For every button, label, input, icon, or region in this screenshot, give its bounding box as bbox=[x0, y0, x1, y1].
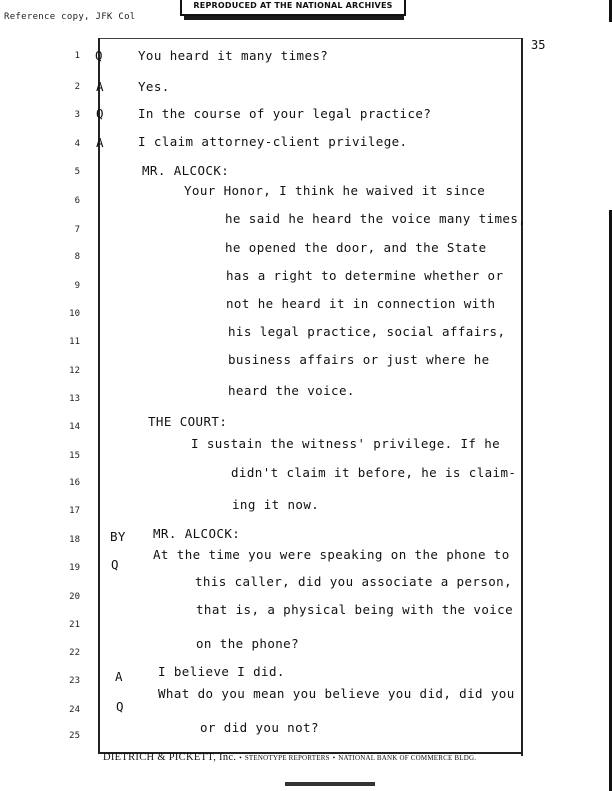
transcript-line: I sustain the witness' privilege. If he bbox=[191, 436, 501, 451]
line-number: 23 bbox=[69, 676, 80, 686]
speaker-tag: A bbox=[96, 79, 104, 94]
archive-stamp: REPRODUCED AT THE NATIONAL ARCHIVES bbox=[180, 0, 406, 16]
speaker-tag: BY bbox=[110, 529, 126, 544]
line-number: 14 bbox=[69, 422, 80, 432]
transcript-line: not he heard it in connection with bbox=[226, 296, 496, 311]
page-frame-right bbox=[521, 38, 523, 756]
line-number: 10 bbox=[69, 309, 80, 319]
reporter-footer bbox=[103, 752, 533, 763]
transcript-line: I claim attorney-client privilege. bbox=[138, 134, 408, 149]
transcript-line: that is, a physical being with the voice bbox=[196, 602, 514, 617]
line-number: 4 bbox=[74, 139, 80, 149]
line-number: 5 bbox=[74, 167, 80, 177]
transcript-line: You heard it many times? bbox=[138, 48, 329, 63]
line-number: 13 bbox=[69, 394, 80, 404]
transcript-line: What do you mean you believe you did, did you bbox=[158, 686, 515, 701]
line-number: 18 bbox=[69, 535, 80, 545]
page-number: 35 bbox=[531, 38, 546, 52]
line-number: 17 bbox=[69, 506, 80, 516]
line-number: 9 bbox=[74, 281, 80, 291]
reporter-address: NATIONAL BANK OF COMMERCE BLDG. bbox=[338, 754, 477, 762]
scan-artifact-bottom bbox=[285, 782, 375, 786]
speaker-tag: Q bbox=[95, 48, 103, 63]
transcript-line: didn't claim it before, he is claim- bbox=[231, 465, 517, 480]
transcript-line: Yes. bbox=[138, 79, 170, 94]
line-number: 24 bbox=[69, 705, 80, 715]
line-number: 1 bbox=[74, 51, 80, 61]
transcript-line: At the time you were speaking on the phone to bbox=[153, 547, 510, 562]
line-number: 2 bbox=[74, 82, 80, 92]
page-frame-top bbox=[98, 38, 523, 39]
transcript-line: business affairs or just where he bbox=[228, 352, 490, 367]
transcript-line: Your Honor, I think he waived it since bbox=[184, 183, 486, 198]
line-number: 6 bbox=[74, 196, 80, 206]
line-number: 15 bbox=[69, 451, 80, 461]
transcript-line: In the course of your legal practice? bbox=[138, 106, 432, 121]
transcript-line: he said he heard the voice many times, bbox=[225, 211, 527, 226]
speaker-tag: Q bbox=[96, 106, 104, 121]
footer-separator: • bbox=[332, 754, 336, 762]
line-number: 11 bbox=[69, 337, 80, 347]
transcript-line: has a right to determine whether or bbox=[226, 268, 504, 283]
speaker-heading: THE COURT: bbox=[148, 414, 228, 429]
speaker-tag: Q bbox=[116, 699, 124, 714]
footer-separator: • bbox=[239, 754, 242, 762]
line-number: 19 bbox=[69, 563, 80, 573]
transcript-line: heard the voice. bbox=[228, 383, 355, 398]
transcript-line: his legal practice, social affairs, bbox=[228, 324, 506, 339]
line-number: 22 bbox=[69, 648, 80, 658]
line-number: 8 bbox=[74, 252, 80, 262]
transcript-line: on the phone? bbox=[196, 636, 300, 651]
line-number: 16 bbox=[69, 478, 80, 488]
reference-copy-label: Reference copy, JFK Col bbox=[4, 12, 136, 22]
line-number: 21 bbox=[69, 620, 80, 630]
transcript-line: he opened the door, and the State bbox=[225, 240, 487, 255]
speaker-tag: A bbox=[96, 135, 104, 150]
speaker-tag: A bbox=[115, 669, 123, 684]
transcript-line: this caller, did you associate a person, bbox=[195, 574, 513, 589]
transcript-line: ing it now. bbox=[232, 497, 320, 512]
line-number: 20 bbox=[69, 592, 80, 602]
line-number: 12 bbox=[69, 366, 80, 376]
line-number: 25 bbox=[69, 731, 80, 741]
transcript-line: or did you not? bbox=[200, 720, 319, 735]
line-number: 7 bbox=[74, 225, 80, 235]
speaker-tag: Q bbox=[111, 557, 119, 572]
firm-name: DIETRICH & PICKETT, Inc. bbox=[103, 752, 237, 763]
speaker-heading: MR. ALCOCK: bbox=[142, 163, 230, 178]
line-number: 3 bbox=[74, 110, 80, 120]
reporter-service: STENOTYPE REPORTERS bbox=[244, 754, 330, 762]
transcript-line: I believe I did. bbox=[158, 664, 285, 679]
speaker-heading: MR. ALCOCK: bbox=[153, 526, 241, 541]
